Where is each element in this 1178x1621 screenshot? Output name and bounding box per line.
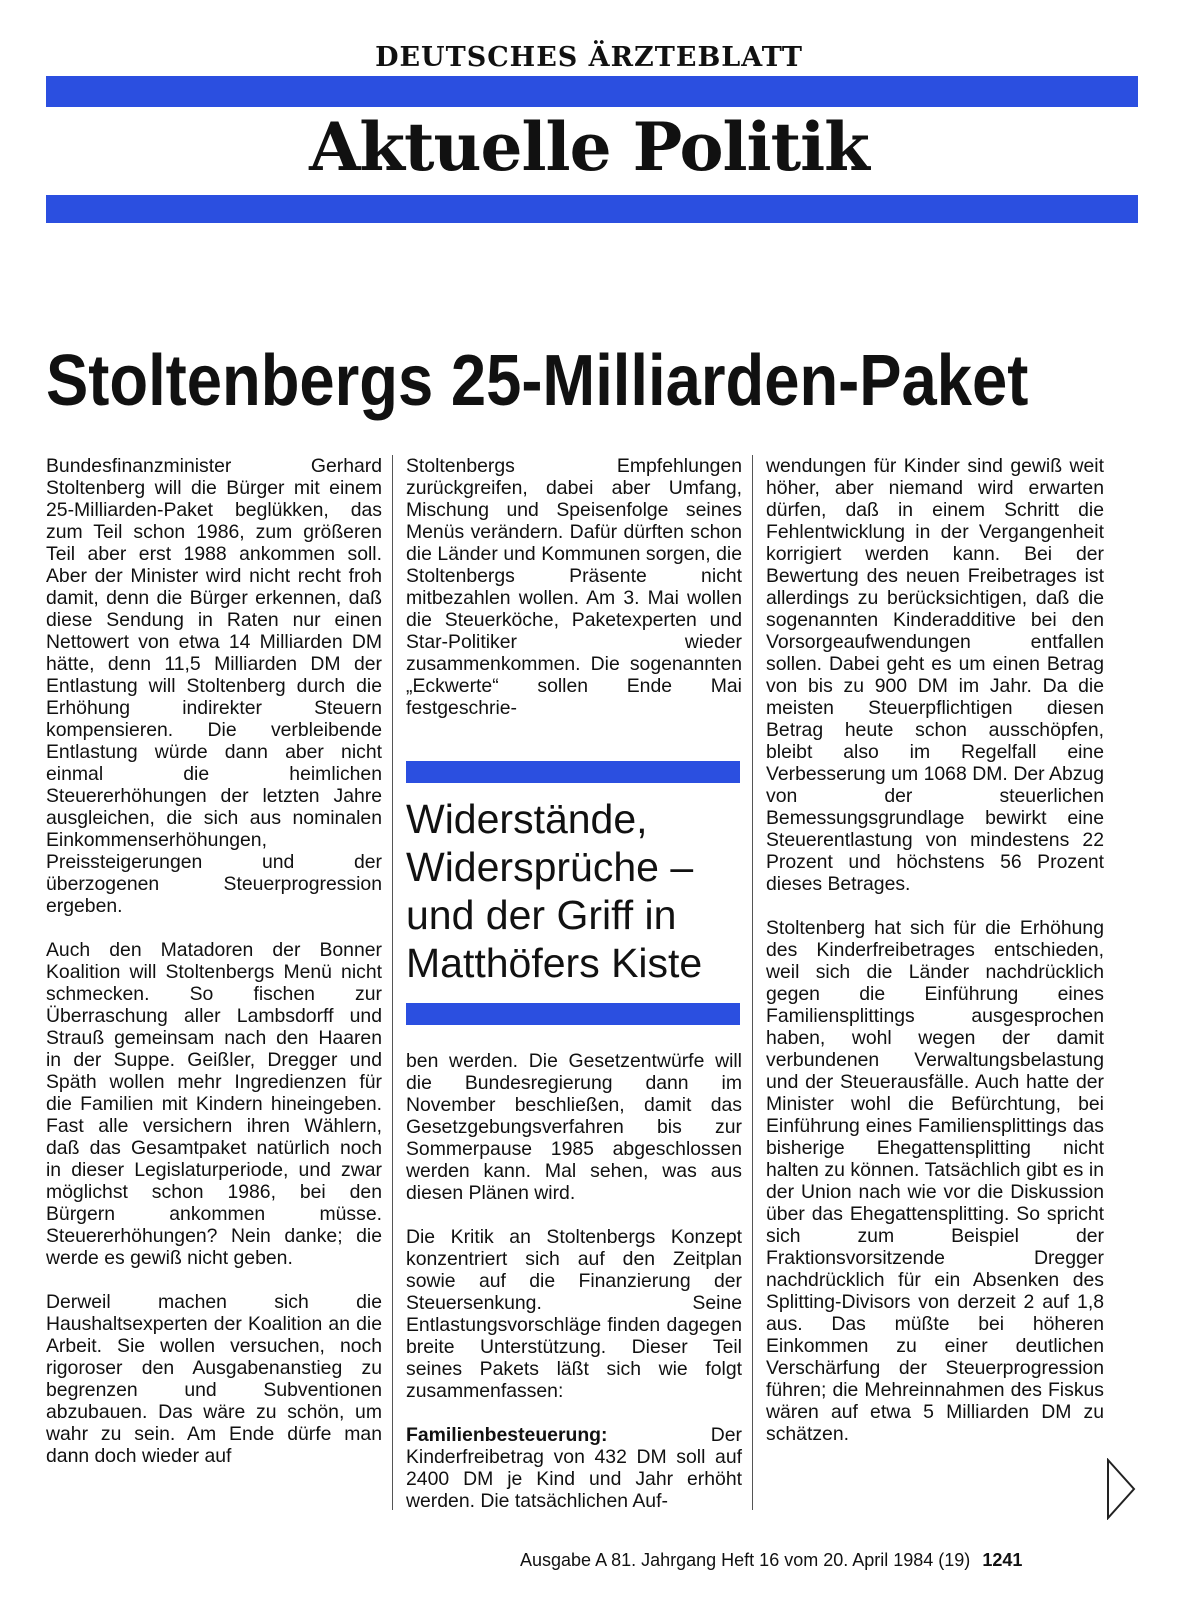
column-rule	[392, 455, 393, 1510]
section-title: Aktuelle Politik	[309, 108, 869, 186]
subhead-bar-bottom	[406, 1003, 740, 1025]
run-in-heading: Familienbesteuerung:	[406, 1424, 608, 1446]
page-number: 1241	[982, 1550, 1023, 1570]
article-column-2-top	[406, 455, 742, 741]
issue-info: Ausgabe A 81. Jahrgang Heft 16 vom 20. April 1984 (19)	[520, 1550, 971, 1570]
masthead-bar-top	[46, 76, 1138, 107]
paragraph	[406, 1424, 742, 1512]
article-column-1	[46, 455, 382, 1489]
page-footer	[520, 1550, 1110, 1571]
paragraph: Die Kritik an Stoltenbergs Konzept konzentriert sich auf den Zeitplan sowie auf die Finanzierung der Steuersenkung. Seine Entlastungsvorschläge finden dagegen breite Unterstützung. Dieser Teil seines Pakets läßt sich wie folgt zusammenfassen:	[406, 1226, 742, 1402]
column-rule	[752, 455, 753, 1510]
article-column-3	[766, 455, 1104, 1467]
paragraph: Stoltenbergs Empfehlungen zurückgreifen, dabei aber Umfang, Mischung und Speisenfolge seines Menüs verändern. Dafür dürften schon die Länder und Kommunen sorgen, die Stoltenbergs Präsente nicht mitbezahlen wollen. Am 3. Mai wollen die Steuerköche, Paketexperten und Star-Politiker wieder zusammenkommen. Die sogenannten „Eckwerte“ sollen Ende Mai festgeschrie-	[406, 455, 742, 719]
subheading-line: und der Griff in	[406, 892, 677, 938]
paragraph: Stoltenberg hat sich für die Erhöhung des Kinderfreibetrages entschieden, weil sich die Länder nachdrücklich gegen die Einführung eines Familiensplittings ausgesprochen haben, wohl wegen der damit verbundenen Verwaltungsbelastung und der Steuerausfälle. Auch hatte der Minister wohl die Befürchtung, bei Einführung eines Familiensplittings das bisherige Ehegattensplitting nicht halten zu können. Tatsächlich gibt es in der Union nach wie vor die Diskussion über das Ehegattensplitting. So spricht sich zum Beispiel der Fraktionsvorsitzende Dregger nachdrücklich für ein Absenken des Splitting-Divisors von derzeit 2 auf 1,8 aus. Das müßte bei höheren Einkommen zu einer deutlichen Verschärfung der Steuerprogression führen; die Mehreinnahmen des Fiskus wären auf etwa 5 Milliarden DM zu schätzen.	[766, 917, 1104, 1445]
paragraph: Bundesfinanzminister Gerhard Stoltenberg will die Bürger mit einem 25-Milliarden-Paket beglükken, das zum Teil schon 1986, zum größeren Teil aber erst 1988 ankommen soll. Aber der Minister wird nicht recht froh damit, denn die Bürger erkennen, daß diese Sendung in Raten nur einen Nettowert von etwa 14 Milliarden DM hätte, denn 11,5 Milliarden DM der Entlastung will Stoltenberg durch die Erhöhung indirekter Steuern kompensieren. Die verbleibende Entlastung würde dann aber nicht einmal die heimlichen Steuererhöhungen der letzten Jahre ausgleichen, die sich aus nominalen Einkommenserhöhungen, Preissteigerungen und der überzogenen Steuerprogression ergeben.	[46, 455, 382, 917]
article-column-2-bottom	[406, 1050, 742, 1534]
subheading	[406, 795, 746, 987]
subheading-line: Widersprüche –	[406, 844, 694, 890]
paragraph: Auch den Matadoren der Bonner Koalition will Stoltenbergs Menü nicht schmecken. So fischen zur Überraschung aller Lambsdorff und Strauß gemeinsam nach den Haaren in der Suppe. Geißler, Dregger und Späth wollen mehr Ingredienzen für die Familien mit Kindern hineingeben. Fast alle versichern ihren Wählern, daß das Gesamtpaket natürlich noch in dieser Legislaturperiode, und zwar möglichst schon 1986, bei den Bürgern ankommen müsse. Steuererhöhungen? Nein danke; die werde es gewiß nicht geben.	[46, 939, 382, 1269]
subhead-bar-top	[406, 761, 740, 783]
subheading-line: Matthöfers Kiste	[406, 940, 703, 986]
paragraph-text: Der Kinderfreibetrag von 432 DM soll auf 2400 DM je Kind und Jahr erhöht werden. Die tatsächlichen Auf-	[406, 1424, 742, 1512]
masthead-bar-bottom	[46, 195, 1138, 223]
continue-arrow-icon	[1106, 1458, 1136, 1520]
paragraph: wendungen für Kinder sind gewiß weit höher, aber niemand wird erwarten dürfen, daß in einem Schritt die Fehlentwicklung in der Vergangenheit korrigiert werden kann. Bei der Bewertung des neuen Freibetrages ist allerdings zu berücksichtigen, daß die sogenannten Kinderadditive bei den Vorsorgeaufwendungen entfallen sollen. Dabei geht es um einen Betrag von bis zu 900 DM im Jahr. Da die meisten Steuerpflichtigen diesen Betrag heute schon ausschöpfen, bleibt also im Regelfall eine Verbesserung um 1068 DM. Der Abzug von der steuerlichen Bemessungsgrundlage bewirkt eine Steuerentlastung von mindestens 22 Prozent und höchstens 56 Prozent dieses Betrages.	[766, 455, 1104, 895]
article-headline: Stoltenbergs 25-Milliarden-Paket	[46, 341, 1029, 421]
subheading-line: Widerstände,	[406, 796, 648, 842]
paragraph: ben werden. Die Gesetzentwürfe will die Bundesregierung dann im November beschließen, damit das Gesetzgebungsverfahren bis zur Sommerpause 1985 abgeschlossen werden kann. Mal sehen, was aus diesen Plänen wird.	[406, 1050, 742, 1204]
paragraph: Derweil machen sich die Haushaltsexperten der Koalition an die Arbeit. Sie wollen versuchen, noch rigoroser den Ausgabenanstieg zu begrenzen und Subventionen abzubauen. Das wäre zu schön, um wahr zu sein. Am Ende dürfe man dann doch wieder auf	[46, 1291, 382, 1467]
masthead: DEUTSCHES ÄRZTEBLATT	[375, 42, 803, 73]
